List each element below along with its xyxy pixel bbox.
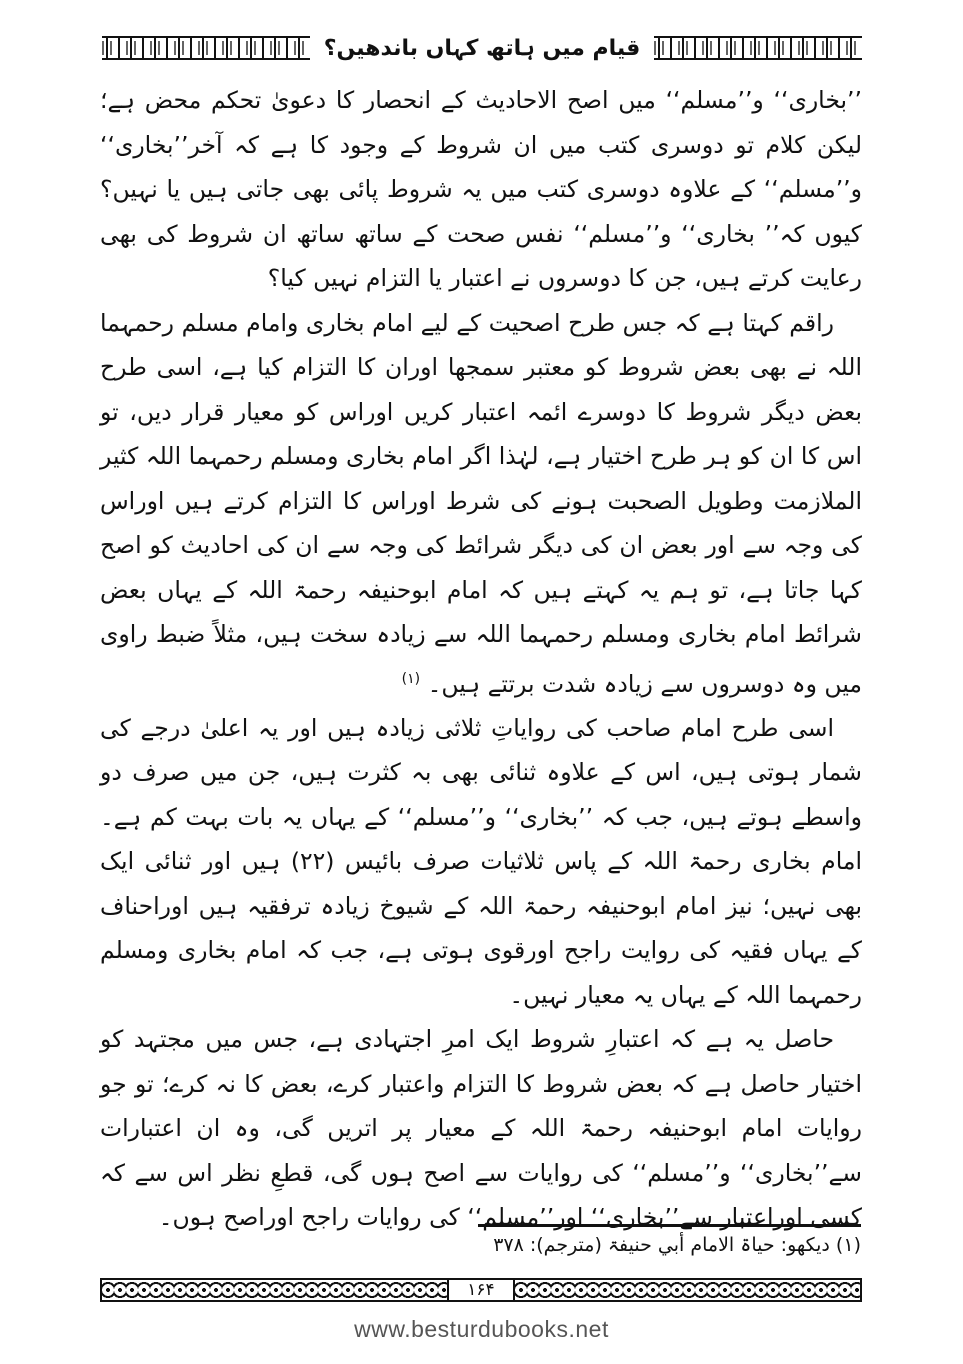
paragraph-2-text: راقم کہتا ہے کہ جس طرح اصحیت کے لیے امام بخاری وامام مسلم رحمہما اللہ نے بھی بعض شروط کو معتبر سمجھا اوران کا التزام کیا ہے، اسی طرح بعض دیگر شروط کا دوسرے ائمہ اعتبار کریں اوراس کو معیار قرار دیں، تو اس کا ان کو ہر طرح اختیار ہے، لہٰذا اگر امام بخاری ومسلم رحمہما اللہ کثیر الملازمت وطویل الصحبت ہونے کی شرط اوراس کا التزام کرتے ہیں اوراس کی وجہ سے اور بعض ان کی دیگر شرائط کی وجہ سے ان کی احادیث کو اصح کہا جاتا ہے، تو ہم یہ کہتے ہیں کہ امام ابوحنیفہ رحمۃ اللہ کے یہاں بعض شرائط امام بخاری ومسلم رحمہما اللہ سے زیادہ سخت ہیں، مثلاً ضبط راوی میں وہ دوسروں سے زیادہ شدت برتتے ہیں۔ (100, 308, 862, 698)
footnote: (۱) دیکھو: حیاۃ الامام أبي حنیفۃ (مترجم): ۳۷۸ (493, 1234, 861, 1256)
paragraph-1: ’’بخاری‘‘ و’’مسلم‘‘ میں اصح الاحادیث کے انحصار کا دعویٰ تحکم محض ہے؛ لیکن کلام تو دوسری کتب میں ان شروط کے وجود کا ہے کہ آخر’’بخاری‘‘ و’’مسلم‘‘ کے علاوہ دوسری کتب میں یہ شروط پائی بھی جاتی ہیں یا نہیں؟ کیوں کہ’’ بخاری‘‘ و’’مسلم‘‘ نفس صحت کے ساتھ ساتھ ان شروط کی بھی رعایت کرتے ہیں، جن کا دوسروں نے اعتبار یا التزام نہیں کیا؟ (100, 86, 862, 292)
header-ornament-right (654, 36, 862, 60)
paragraph-2 (100, 301, 862, 706)
page-header (102, 30, 862, 66)
footnote-rule (478, 1224, 861, 1227)
paragraph-3: اسی طرح امام صاحب کی روایاتِ ثلاثی زیادہ ہیں اور یہ اعلیٰ درجے کی شمار ہوتی ہیں، اس کے علاوہ ثنائی بھی بہ کثرت ہیں، جن میں صرف دو واسطے ہوتے ہیں، جب کہ ’’بخاری‘‘ و’’مسلم‘‘ کے یہاں یہ بات بہت کم ہے۔ امام بخاری رحمۃ اللہ کے پاس ثلاثیات صرف بائیس (۲۲) ہیں اور ثنائی ایک بھی نہیں؛ نیز امام ابوحنیفہ رحمۃ اللہ کے شیوخ زیادہ ترفقیہ ہیں اوراحناف کے یہاں فقیہ کی روایت راجح اورقوی ہوتی ہے، جب کہ امام بخاری ومسلم رحمہما اللہ کے یہاں یہ معیار نہیں۔ (100, 713, 862, 1009)
header-ornament-left (102, 36, 310, 60)
footnote-marker: (۱) (401, 670, 421, 687)
running-title: قیام میں ہاتھ کہاں باندھیں؟ (323, 35, 641, 61)
watermark-url: www.besturdubooks.net (354, 1316, 609, 1342)
footer-ornament-left (100, 1278, 449, 1302)
page-number: ۱۶۴ (449, 1278, 513, 1302)
footer-ornament-right (513, 1278, 862, 1302)
page-footer (100, 1276, 862, 1304)
paragraph-4: حاصل یہ ہے کہ اعتبارِ شروط ایک امرِ اجتہادی ہے، جس میں مجتہد کو اختیار حاصل ہے کہ بعض شروط کا التزام واعتبار کرے، بعض کا نہ کرے؛ تو جو روایات امام ابوحنیفہ رحمۃ اللہ کے معیار پر اتریں گی، وہ ان اعتبارات سے’’بخاری‘‘ و’’مسلم‘‘ کی روایات سے اصح ہوں گی، قطعِ نظر اس سے کہ کسی اوراعتبار سے’’بخاری‘‘ اور’’مسلم‘‘ کی روایات راجح اوراصح ہوں۔ (100, 1025, 862, 1232)
body-text (100, 78, 862, 1240)
